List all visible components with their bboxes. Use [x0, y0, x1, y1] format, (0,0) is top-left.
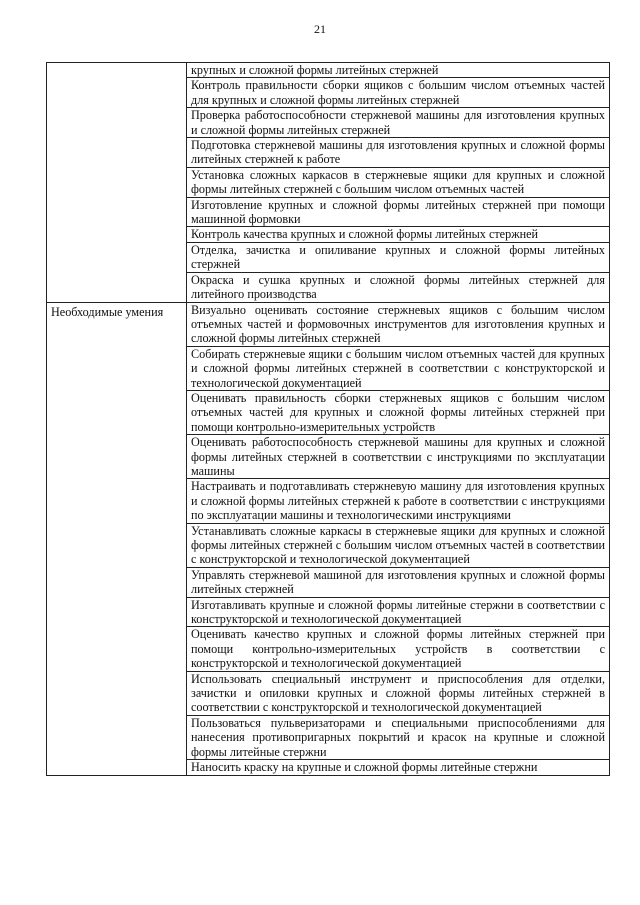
skill-item: Оценивать работоспособность стержневой машины для крупных и сложной формы литейных стержней в соответствии с инструкциями по эксплуатации машины	[187, 435, 610, 479]
skill-item: Устанавливать сложные каркасы в стержневые ящики для крупных и сложной формы литейных стержней с большим числом отъемных частей в соответствии с конструкторской и технологической документацией	[187, 523, 610, 567]
skill-item: Наносить краску на крупные и сложной формы литейные стержни	[187, 760, 610, 775]
skill-item: Использовать специальный инструмент и приспособления для отделки, зачистки и опиловки крупных и сложной формы литейных стержней в соответствии с конструкторской и технологической документацией	[187, 671, 610, 715]
action-item: Отделка, зачистка и опиливание крупных и сложной формы литейных стержней	[187, 242, 610, 272]
action-item: крупных и сложной формы литейных стержней	[187, 63, 610, 78]
skill-item: Пользоваться пульверизаторами и специальными приспособлениями для нанесения противопригарных покрытий и красок на крупные и сложной формы литейные стержни	[187, 715, 610, 759]
action-item: Контроль правильности сборки ящиков с большим числом отъемных частей для крупных и сложной формы литейных стержней	[187, 78, 610, 108]
section-label-actions-continued	[47, 63, 187, 303]
action-item: Подготовка стержневой машины для изготовления крупных и сложной формы литейных стержней к работе	[187, 138, 610, 168]
skill-item: Оценивать правильность сборки стержневых ящиков с большим числом отъемных частей для крупных и сложной формы литейных стержней при помощи контрольно-измерительных устройств	[187, 390, 610, 434]
section-label-skills: Необходимые умения	[47, 302, 187, 775]
skill-item: Оценивать качество крупных и сложной формы литейных стержней при помощи контрольно-измерительных устройств в соответствии с конструкторской и технологической документацией	[187, 627, 610, 671]
table-row	[47, 302, 610, 346]
table-row	[47, 63, 610, 78]
action-item: Проверка работоспособности стержневой машины для изготовления крупных и сложной формы литейных стержней	[187, 108, 610, 138]
action-item: Изготовление крупных и сложной формы литейных стержней при помощи машинной формовки	[187, 197, 610, 227]
skill-item: Изготавливать крупные и сложной формы литейные стержни в соответствии с конструкторской и технологической документацией	[187, 597, 610, 627]
skill-item: Собирать стержневые ящики с большим числом отъемных частей для крупных и сложной формы литейных стержней в соответствии с конструкторской и технологической документацией	[187, 346, 610, 390]
action-item: Контроль качества крупных и сложной формы литейных стержней	[187, 227, 610, 242]
skill-item: Настраивать и подготавливать стержневую машину для изготовления крупных и сложной формы литейных стержней к работе в соответствии с инструкциями по эксплуатации машины и технологическими инструкциями	[187, 479, 610, 523]
skill-item: Управлять стержневой машиной для изготовления крупных и сложной формы литейных стержней	[187, 567, 610, 597]
page-number: 21	[314, 22, 326, 36]
requirements-table	[46, 62, 610, 776]
action-item: Установка сложных каркасов в стержневые ящики для крупных и сложной формы литейных стержней с большим числом отъемных частей	[187, 167, 610, 197]
action-item: Окраска и сушка крупных и сложной формы литейных стержней для литейного производства	[187, 272, 610, 302]
skill-item: Визуально оценивать состояние стержневых ящиков с большим числом отъемных частей и формовочных инструментов для изготовления крупных и сложной формы литейных стержней	[187, 302, 610, 346]
